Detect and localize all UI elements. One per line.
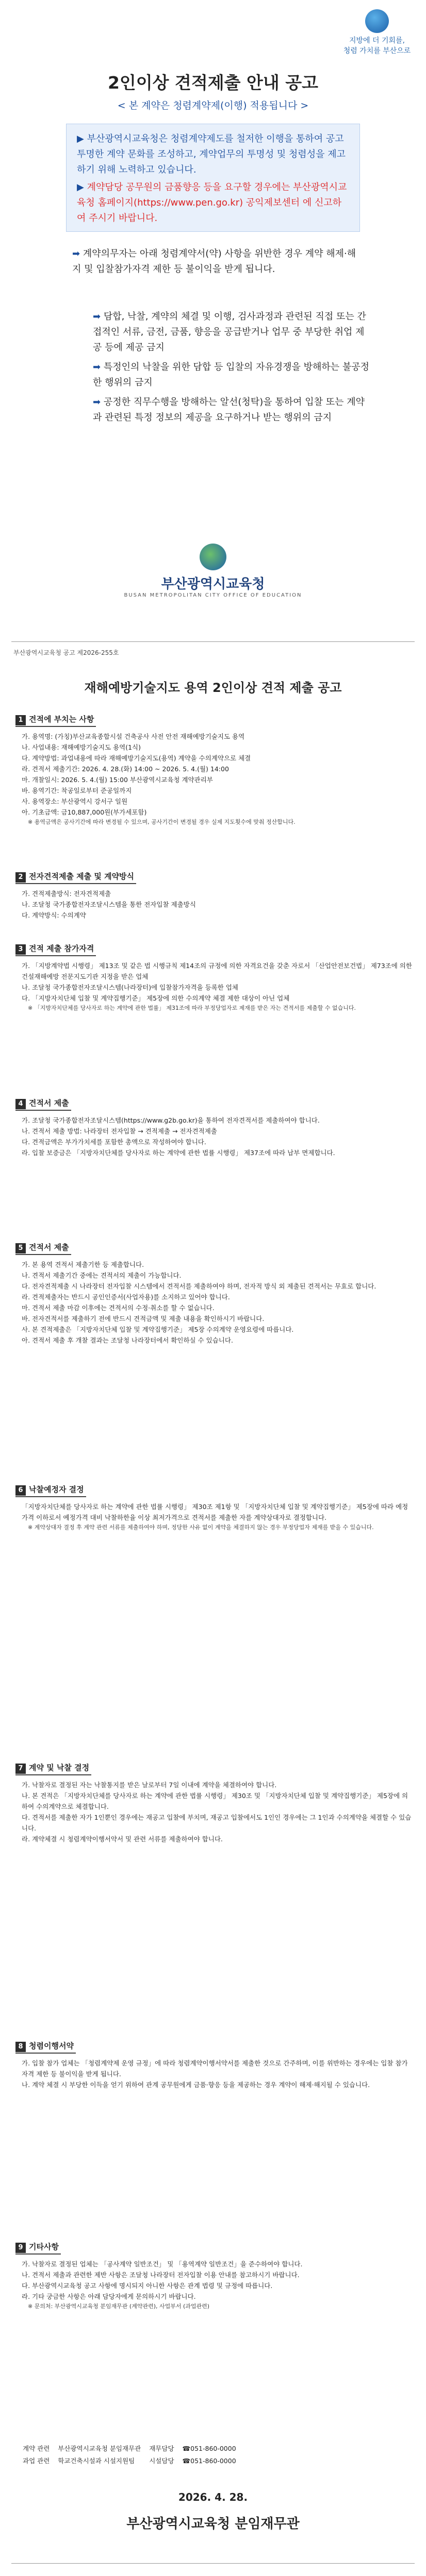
section-line: 「지방자치단체를 당사자로 하는 계약에 관한 법률 시행령」 제30조 제1항 및 「지방자치단체 입찰 및 계약집행기준」 제5장에 따라 예정가격 이하로서 예정가격 대비 낙찰하한율 이상 최저가격으로 견적서를 제출한 자를 계약상대자로 결정합니다. xyxy=(22,1503,408,1521)
section-line: 다. 견적서를 제출한 자가 1인뿐인 경우에는 재공고 입찰에 부치며, 재공고 입찰에서도 1인인 경우에는 그 1인과 수의계약을 체결할 수 있습니다. xyxy=(22,1814,412,1832)
section-line: 라. 입찰 보증금은 「지방자치단체를 당사자로 하는 계약에 관한 법률 시행령」 제37조에 따라 납부 면제합니다. xyxy=(22,1149,335,1157)
section-line: 라. 계약체결 시 청렴계약이행서약서 및 관련 서류를 제출하여야 합니다. xyxy=(22,1835,223,1843)
section-line: 다. 견적금액은 부가가치세를 포함한 총액으로 작성하여야 합니다. xyxy=(22,1138,206,1146)
notice-date: 2026. 4. 28. xyxy=(178,2491,248,2503)
section-title: 청렴이행서약 xyxy=(29,2041,74,2050)
list-item: ➡ 담합, 낙찰, 계약의 체결 및 이행, 검사과정과 관련된 직접 또는 간접적인 서류, 금전, 금품, 향응을 공급받거나 업무 중 부당한 취업 제공 등에 제공 금지 xyxy=(93,311,366,353)
bid-section xyxy=(15,943,413,1013)
section-heading xyxy=(15,943,96,956)
section-number: 9 xyxy=(15,2243,26,2253)
bid-section xyxy=(15,2040,413,2090)
notice-list xyxy=(93,309,371,430)
notice-box-item: ▶ 계약담당 공무원의 금품향응 등을 요구할 경우에는 부산광역시교육청 홈페이지(https://www.pen.go.kr) 공익제보센터 에 신고하여 주시기 바랍니다. xyxy=(77,182,347,224)
contact-table xyxy=(22,2442,244,2468)
section-line: 가. 낙찰자로 결정된 자는 낙찰통지를 받은 날로부터 7일 이내에 계약을 체결하여야 합니다. xyxy=(22,1781,277,1789)
section-heading xyxy=(15,714,96,727)
section-heading xyxy=(15,2040,76,2054)
section-heading xyxy=(15,871,136,884)
section-line: 바. 용역기간: 착공일로부터 준공일까지 xyxy=(22,787,132,794)
section-line: 가. 입찰 참가 업체는 「청렴계약제 운영 규정」에 따라 청렴계약이행서약서를 제출한 것으로 간주하며, 이를 위반하는 경우에는 입찰 참가자격 제한 등 불이익을 받게 됩니다. xyxy=(22,2059,408,2078)
section-line: 사. 본 견적제출은 「지방자치단체 입찰 및 계약집행기준」 제5장 수의계약 운영요령에 따릅니다. xyxy=(22,1326,294,1333)
section-title: 전자견적제출 제출 및 계약방식 xyxy=(29,872,135,881)
section-number: 5 xyxy=(15,1243,26,1253)
contact-row: 계약 관련 부산광역시교육청 분임재무관 재무담당 ☎051-860-0000 xyxy=(23,2445,236,2452)
section-line: 나. 본 견적은 「지방자치단체를 당사자로 하는 계약에 관한 법률 시행령」 제30조 및 「지방자치단체 입찰 및 계약집행기준」 제5장에 의하여 수의계약으로 체결합니다. xyxy=(22,1792,408,1810)
section-line: 아. 기초금액: 금10,887,000원(부가세포함) xyxy=(22,808,147,816)
section-line: 다. 부산광역시교육청 공고 사항에 명시되지 아니한 사항은 관계 법령 및 규정에 따릅니다. xyxy=(22,2282,273,2290)
section-title: 계약 및 낙찰 결정 xyxy=(29,1763,90,1772)
org-emblem-icon xyxy=(200,544,226,570)
section-line: 마. 개찰일시: 2026. 5. 4.(월) 15:00 부산광역시교육청 계약관리부 xyxy=(22,776,213,784)
bid-section xyxy=(15,714,413,827)
section-divider xyxy=(11,2563,415,2564)
section-title: 낙찰예정자 결정 xyxy=(29,1485,84,1494)
section-title: 견적서 제출 xyxy=(29,1243,69,1252)
section-line: 다. 계약방식: 수의계약 xyxy=(22,911,86,919)
section-title: 견적서 제출 xyxy=(29,1098,69,1108)
section-title: 견적 제출 참가자격 xyxy=(29,944,94,953)
contact-row: 과업 관련 학교건축시설과 시설지원팀 시설담당 ☎051-860-0000 xyxy=(23,2457,236,2465)
section-note: ※ 「지방자치단체를 당사자로 하는 계약에 관한 법률」 제31조에 따라 부정당업자로 제재를 받은 자는 견적서를 제출할 수 없습니다. xyxy=(28,1005,356,1011)
section-line: 나. 견적서 제출과 관련한 제반 사항은 조달청 나라장터 전자입찰 이용 안내를 참고하시기 바랍니다. xyxy=(22,2271,300,2279)
section-heading xyxy=(15,1097,71,1111)
section-line: 나. 사업내용: 재해예방기술지도 용역(1식) xyxy=(22,743,141,751)
section-heading xyxy=(15,2241,61,2255)
org-logo xyxy=(0,544,426,598)
doc-number: 부산광역시교육청 공고 제2026-255호 xyxy=(13,649,119,656)
section-line: 다. 계약방법: 과업내용에 따라 재해예방기술지도(용역) 계약을 수의계약으로 체결 xyxy=(22,754,251,762)
section-line: 라. 견적제출자는 반드시 공인인증서(사업자용)를 소지하고 있어야 합니다. xyxy=(22,1293,230,1301)
notice-box-item: ▶ 부산광역시교육청은 청렴계약제도를 철저한 이행을 통하여 공고 투명한 계약 문화를 조성하고, 계약업무의 투명성 및 청렴성을 제고하기 위해 노력하고 있습니다. xyxy=(77,133,346,175)
bid-section xyxy=(15,871,413,921)
section-number: 6 xyxy=(15,1485,26,1496)
brand-line2: 청렴 가치를 부산으로 xyxy=(343,47,411,55)
section-note: ※ 용역금액은 공사기간에 따라 변경될 수 있으며, 공사기간이 변경될 경우 실제 지도횟수에 맞춰 정산합니다. xyxy=(28,819,296,825)
section-line: 다. 「지방자치단체 입찰 및 계약집행기준」 제5장에 의한 수의계약 체결 제한 대상이 아닌 업체 xyxy=(22,994,290,1002)
section-divider xyxy=(11,641,415,642)
org-name: 부산광역시교육청 xyxy=(161,577,265,592)
section-line: 가. 조달청 국가종합전자조달시스템(https://www.g2b.go.kr)을 통하여 전자견적서를 제출하여야 합니다. xyxy=(22,1116,320,1124)
section-heading xyxy=(15,1484,86,1497)
section-line: 나. 견적서 제출 방법: 나라장터 전자입찰 → 견적제출 → 전자견적제출 xyxy=(22,1127,217,1135)
section-number: 1 xyxy=(15,715,26,725)
notice-highlight-box xyxy=(66,124,360,232)
section-number: 2 xyxy=(15,872,26,883)
org-name-en: BUSAN METROPOLITAN CITY OFFICE OF EDUCATION xyxy=(124,592,302,598)
section-line: 가. 본 용역 견적서 제출기한 등 제출합니다. xyxy=(22,1261,144,1268)
notice-intro: ➡ 계약의무자는 아래 청렴계약서(약) 사항을 위반한 경우 계약 해제·해지 및 입찰참가자격 제한 등 불이익을 받게 됩니다. xyxy=(72,248,356,275)
section-number: 7 xyxy=(15,1764,26,1774)
list-item: ➡ 특정인의 낙찰을 위한 담합 등 입찰의 자유경쟁을 방해하는 불공정한 행위의 금지 xyxy=(93,362,370,388)
section-title: 기타사항 xyxy=(29,2242,59,2251)
section-line: 나. 조달청 국가종합전자조달시스템을 통한 전자입찰 제출방식 xyxy=(22,901,196,908)
section-line: 아. 견적서 제출 후 개찰 결과는 조달청 나라장터에서 확인하실 수 있습니다. xyxy=(22,1336,233,1344)
section-line: 다. 전자견적제출 시 나라장터 전자입찰 시스템에서 견적서를 제출하여야 하며, 전자적 방식 외 제출된 견적서는 무효로 합니다. xyxy=(22,1282,376,1290)
section-heading xyxy=(15,1762,91,1775)
section-line: 나. 견적서 제출기간 중에는 견적서의 제출이 가능합니다. xyxy=(22,1272,182,1279)
bid-title: 재해예방기술지도 용역 2인이상 견적 제출 공고 xyxy=(84,681,342,695)
section-line: 나. 조달청 국가종합전자조달시스템(나라장터)에 입찰참가자격을 등록한 업체 xyxy=(22,984,238,991)
brand-emblem-icon xyxy=(365,9,389,33)
brand-logo xyxy=(338,9,416,56)
section-line: 라. 견적서 제출기간: 2026. 4. 28.(화) 14:00 ~ 2026. 5. 4.(월) 14:00 xyxy=(22,765,229,773)
section-number: 3 xyxy=(15,944,26,955)
section-number: 4 xyxy=(15,1099,26,1109)
section-number: 8 xyxy=(15,2042,26,2052)
section-line: 가. 견적제출방식: 전자견적제출 xyxy=(22,890,111,897)
bid-section xyxy=(15,1097,413,1158)
issuer-name: 부산광역시교육청 분임재무관 xyxy=(126,2516,300,2532)
section-title: 견적에 부치는 사항 xyxy=(29,715,94,724)
notice-title: 2인이상 견적제출 안내 공고 xyxy=(107,73,319,93)
section-line: 바. 전자견적서를 제출하기 전에 반드시 견적금액 및 제출 내용을 확인하시기 바랍니다. xyxy=(22,1315,265,1323)
brand-line1: 지방에 더 기회를, xyxy=(349,37,405,45)
section-line: 마. 견적서 제출 마감 이후에는 견적서의 수정·취소를 할 수 없습니다. xyxy=(22,1304,215,1312)
section-note: ※ 문의처: 부산광역시교육청 분임재무관 (계약관련), 사업부서 (과업관련) xyxy=(28,2303,210,2310)
section-heading xyxy=(15,1242,71,1255)
bid-section xyxy=(15,1484,413,1532)
list-item: ➡ 공정한 직무수행을 방해하는 알선(청탁)을 통하여 입찰 또는 계약과 관련된 특정 정보의 제공을 요구하거나 받는 행위의 금지 xyxy=(93,397,365,423)
section-note: ※ 계약상대자 결정 후 계약 관련 서류를 제출하여야 하며, 정당한 사유 없이 계약을 체결하지 않는 경우 부정당업자 제재를 받을 수 있습니다. xyxy=(28,1524,374,1531)
section-line: 나. 계약 체결 시 부당한 이득을 얻기 위하여 관계 공무원에게 금품·향응 등을 제공하는 경우 계약이 해제·해지될 수 있습니다. xyxy=(22,2081,370,2089)
bid-section xyxy=(15,2241,413,2311)
section-line: 가. 낙찰자로 결정된 업체는 「공사계약 일반조건」 및 「용역계약 일반조건」을 준수하여야 합니다. xyxy=(22,2260,303,2268)
bid-section xyxy=(15,1242,413,1346)
section-line: 사. 용역장소: 부산광역시 강서구 일원 xyxy=(22,798,128,805)
bid-section xyxy=(15,1762,413,1844)
section-line: 가. 「지방계약법 시행령」 제13조 및 같은 법 시행규칙 제14조의 규정에 의한 자격요건을 갖춘 자로서 「산업안전보건법」 제73조에 의한 건설재해예방 전문지도기관 지정을 받은 업체 xyxy=(22,962,412,980)
section-line: 라. 기타 궁금한 사항은 아래 담당자에게 문의하시기 바랍니다. xyxy=(22,2293,196,2300)
notice-subtitle: < 본 계약은 청렴계약제(이행) 적용됩니다 > xyxy=(117,100,309,111)
section-line: 가. 용역명: (가칭)부산교육종합시설 건축공사 사전 안전 재해예방기술지도 용역 xyxy=(22,733,245,740)
